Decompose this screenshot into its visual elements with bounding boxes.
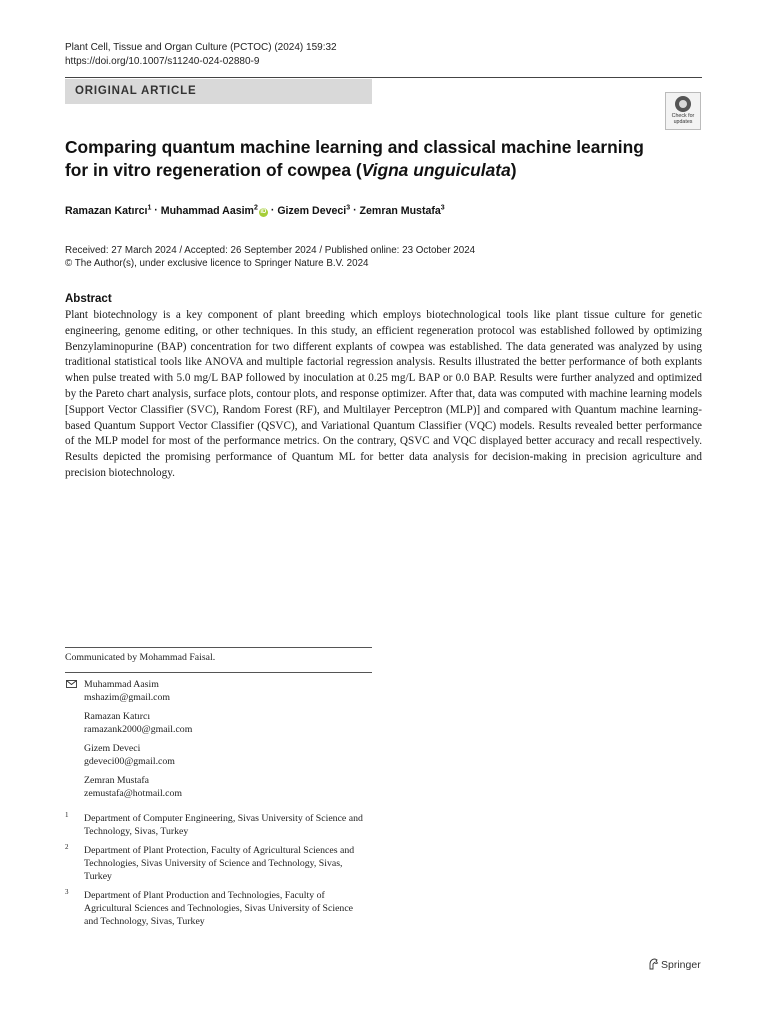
contact-email[interactable]: gdeveci00@gmail.com [84, 756, 175, 767]
footnote-rule-bottom [65, 672, 372, 673]
contact-name: Ramazan Katırcı [84, 711, 151, 722]
contact-email[interactable]: ramazank2000@gmail.com [84, 724, 193, 735]
affiliation-text: Department of Plant Protection, Faculty of Agricultural Sciences and Technologies, Sivas University of Science and Technology, Sivas, Turkey [84, 845, 355, 882]
affiliation-number: 3 [65, 888, 69, 896]
title-main: Comparing quantum machine learning and classical machine learning for in vitro regeneration of cowpea ( [65, 137, 644, 180]
journal-doi[interactable]: https://doi.org/10.1007/s11240-024-02880-9 [65, 56, 260, 67]
affiliation-item [65, 844, 365, 883]
envelope-icon [66, 680, 77, 688]
date-history: Received: 27 March 2024 / Accepted: 26 September 2024 / Published online: 23 October 2024 [65, 245, 476, 256]
author[interactable]: Ramazan Katırcı$^1$ [65, 204, 152, 217]
journal-header [65, 41, 337, 69]
publisher-name: Springer [661, 959, 701, 971]
contact-list [84, 678, 192, 806]
check-for-updates-icon [675, 96, 691, 112]
badge-line-2: updates [673, 119, 693, 125]
springer-horse-icon [648, 958, 659, 970]
contact-entry [84, 710, 192, 736]
author-separator: · [350, 204, 360, 217]
article-title [65, 136, 665, 182]
abstract-text: Plant biotechnology is a key component of plant breeding which employs biotechnological tools like plant tissue culture for genetic engineering, genome editing, or other techniques. In this study, an efficient regeneration protocol was established followed by optimizing Benzylaminopurine (BAP) concentration for two different explants of cowpea was established. The data generated was analyzed by using traditional statistical tools like ANOVA and multiple factorial regression analysis. Results illustrated the better performance of both explants when pulse treated with 5.0 mg/L BAP followed by inoculation at 0.25 mg/L BAP or 0.0 BAP. Results were further analyzed and optimized by the Pareto chart analysis, surface plots, contour plots, and response optimizer. After that, data was computed with machine learning models [Support Vector Classifier (SVC), Random Forest (RF), and Multilayer Perceptron (MLP)] and compared with Quantum machine learning-based Quantum Support Vector Classifier (QSVC), and Variational Quantum Classifier (VQC) models. Results revealed better performance of the MLP model for most of the performance metrics. On the contrary, QSVC and VQC displayed better accuracy and recall respectively. Results depicted the promising performance of Quantum ML for better data analysis for decision-making in precision agriculture and precision biotechnology. [65, 309, 702, 479]
affiliation-number: 2 [65, 843, 69, 851]
affiliation-item [65, 889, 365, 928]
journal-citation: Plant Cell, Tissue and Organ Culture (PCTOC) (2024) 159:32 [65, 42, 337, 53]
contact-email[interactable]: mshazim@gmail.com [84, 692, 171, 703]
communicated-by: Communicated by Mohammad Faisal. [65, 652, 216, 663]
title-end: ) [510, 160, 517, 180]
copyright-line: © The Author(s), under exclusive licence to Springer Nature B.V. 2024 [65, 258, 369, 269]
affiliation-number: 1 [65, 811, 69, 819]
affiliation-text: Department of Computer Engineering, Sivas University of Science and Technology, Sivas, Turkey [84, 813, 363, 837]
author-separator: · [267, 204, 278, 217]
badge-line-1: Check for [671, 113, 695, 119]
header-rule [65, 77, 702, 78]
contact-name: Gizem Deveci [84, 743, 141, 754]
footnote-rule-top [65, 647, 372, 648]
author-list [65, 204, 445, 217]
contact-entry [84, 742, 192, 768]
contact-email[interactable]: zemustafa@hotmail.com [84, 788, 182, 799]
contact-entry [84, 678, 192, 704]
title-species: Vigna unguiculata [361, 160, 511, 180]
author[interactable]: Gizem Deveci$^3$ [277, 204, 351, 217]
orcid-icon[interactable]: iD [260, 208, 267, 215]
publisher-logo [648, 958, 701, 971]
publication-dates [65, 244, 475, 270]
contact-name: Muhammad Aasim [84, 679, 159, 690]
author[interactable]: Muhammad Aasim$^2$iD [160, 204, 267, 217]
affiliation-item [65, 812, 365, 838]
abstract-heading: Abstract [65, 293, 112, 305]
affiliation-text: Department of Plant Production and Technologies, Faculty of Agricultural Sciences and Technologies, Sivas University of Science and Technology, Sivas, Turkey [84, 890, 354, 927]
article-type-banner: ORIGINAL ARTICLE [65, 79, 372, 104]
author-separator: · [151, 204, 161, 217]
contact-entry [84, 774, 192, 800]
author[interactable]: Zemran Mustafa$^3$ [359, 204, 445, 217]
contact-name: Zemran Mustafa [84, 775, 150, 786]
check-for-updates-badge[interactable] [665, 92, 701, 130]
affiliation-list [65, 812, 365, 934]
